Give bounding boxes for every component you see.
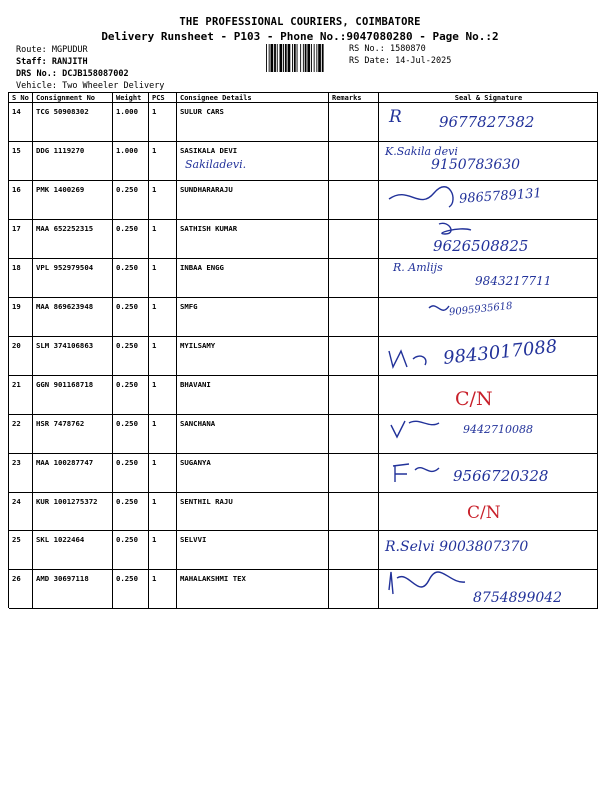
row-consignment-text: TCG 50908302 bbox=[36, 107, 89, 116]
row-signature bbox=[379, 220, 598, 259]
col-header-remarks: Remarks bbox=[329, 93, 379, 103]
row-sno bbox=[9, 570, 33, 609]
row-sno bbox=[9, 493, 33, 532]
row-consignment bbox=[33, 415, 113, 454]
route-value: MGPUDUR bbox=[51, 45, 88, 55]
row-pcs-text: 1 bbox=[152, 145, 157, 155]
row-consignment-text: HSR 7478762 bbox=[36, 418, 85, 428]
row-sno-text: 16 bbox=[12, 184, 21, 194]
row-consignee-text: INBAA ENGG bbox=[180, 262, 224, 272]
runsheet-table bbox=[8, 92, 598, 608]
row-sno bbox=[9, 298, 33, 337]
row-weight bbox=[113, 259, 149, 298]
row-pcs bbox=[149, 415, 177, 454]
row-pcs-text: 1 bbox=[152, 418, 157, 428]
row-consignee-text: SELVVI bbox=[180, 535, 207, 545]
handwritten-signature: 9626508825 bbox=[433, 236, 529, 255]
row-consignee-text: SUGANYA bbox=[180, 457, 211, 467]
row-weight-text: 1.000 bbox=[116, 145, 138, 155]
row-remarks bbox=[329, 493, 379, 532]
row-consignment-text: KUR 1001275372 bbox=[36, 496, 98, 506]
row-consignment-text: VPL 952979504 bbox=[36, 262, 94, 272]
row-consignee-text: SENTHIL RAJU bbox=[180, 496, 233, 506]
row-pcs bbox=[149, 181, 177, 220]
col-header-signature: Seal & Signature bbox=[379, 93, 598, 103]
row-signature bbox=[379, 376, 598, 415]
rs-date-line bbox=[349, 56, 451, 66]
row-consignment-text: MAA 869623948 bbox=[36, 301, 94, 311]
row-consignee bbox=[177, 142, 329, 181]
row-consignment-text: PMK 1400269 bbox=[36, 184, 85, 194]
row-consignment-text: SKL 1022464 bbox=[36, 535, 85, 545]
row-sno-text: 20 bbox=[12, 340, 21, 350]
row-consignee-text: SULUR CARS bbox=[180, 107, 224, 116]
row-weight-text: 0.250 bbox=[116, 184, 138, 194]
row-consignee-text: BHAVANI bbox=[180, 379, 211, 389]
handwritten-signature: 9442710088 bbox=[463, 422, 533, 436]
consignee-handwritten-note: Sakiladevi. bbox=[185, 157, 247, 171]
col-header-consignee: Consignee Details bbox=[177, 93, 329, 103]
handwritten-signature: 8754899042 bbox=[473, 590, 563, 607]
row-sno-text: 18 bbox=[12, 262, 21, 272]
signature-scribble-icon bbox=[379, 570, 499, 606]
row-consignee bbox=[177, 337, 329, 376]
row-pcs bbox=[149, 103, 177, 142]
rs-no-line bbox=[349, 44, 426, 54]
row-weight-text: 0.250 bbox=[116, 262, 138, 272]
row-pcs-text: 1 bbox=[152, 184, 157, 194]
handwritten-signature: C/N bbox=[455, 387, 493, 410]
handwritten-signature: 9843017088 bbox=[442, 335, 559, 369]
row-remarks bbox=[329, 454, 379, 493]
row-consignee-text: SASIKALA DEVI bbox=[180, 145, 238, 155]
row-consignment-text: SLM 374106863 bbox=[36, 340, 94, 350]
row-signature bbox=[379, 531, 598, 570]
row-sno bbox=[9, 181, 33, 220]
route-label: Route: bbox=[16, 45, 47, 55]
row-pcs-text: 1 bbox=[152, 535, 157, 545]
row-remarks bbox=[329, 531, 379, 570]
row-weight bbox=[113, 531, 149, 570]
col-header-weight: Weight bbox=[113, 93, 149, 103]
row-consignee bbox=[177, 298, 329, 337]
row-consignee bbox=[177, 570, 329, 609]
staff-label: Staff: bbox=[16, 57, 47, 67]
row-weight bbox=[113, 103, 149, 142]
row-sno-text: 26 bbox=[12, 574, 21, 584]
row-sno-text: 21 bbox=[12, 379, 21, 389]
row-remarks bbox=[329, 570, 379, 609]
handwritten-signature: 9865789131 bbox=[458, 186, 543, 207]
document-title: THE PROFESSIONAL COURIERS, COIMBATORE bbox=[179, 16, 421, 28]
signature-scribble-icon bbox=[379, 181, 499, 217]
row-signature bbox=[379, 181, 598, 220]
row-sno bbox=[9, 220, 33, 259]
row-sno-text: 17 bbox=[12, 223, 21, 233]
row-consignee-text: SATHISH KUMAR bbox=[180, 223, 238, 233]
row-sno-text: 15 bbox=[12, 145, 21, 155]
row-sno-text: 24 bbox=[12, 496, 21, 506]
row-sno bbox=[9, 531, 33, 570]
row-pcs-text: 1 bbox=[152, 107, 157, 116]
row-consignee-text: SUNDHARARAJU bbox=[180, 184, 233, 194]
row-signature bbox=[379, 493, 598, 532]
row-signature bbox=[379, 337, 598, 376]
row-weight-text: 0.250 bbox=[116, 379, 138, 389]
row-consignment bbox=[33, 570, 113, 609]
vehicle-line bbox=[16, 81, 164, 91]
row-consignee bbox=[177, 493, 329, 532]
row-weight bbox=[113, 570, 149, 609]
row-signature bbox=[379, 570, 598, 609]
barcode-icon bbox=[266, 44, 344, 72]
col-header-sno: S No bbox=[9, 93, 33, 103]
row-weight-text: 1.000 bbox=[116, 107, 138, 116]
row-weight bbox=[113, 415, 149, 454]
row-weight-text: 0.250 bbox=[116, 457, 138, 467]
row-sno bbox=[9, 259, 33, 298]
signature-scribble-icon bbox=[379, 337, 499, 373]
row-weight bbox=[113, 298, 149, 337]
rs-date-label: RS Date: bbox=[349, 56, 390, 66]
row-pcs bbox=[149, 493, 177, 532]
row-weight-text: 0.250 bbox=[116, 535, 138, 545]
row-consignment bbox=[33, 103, 113, 142]
row-pcs-text: 1 bbox=[152, 379, 157, 389]
row-pcs bbox=[149, 220, 177, 259]
row-weight bbox=[113, 493, 149, 532]
row-consignee bbox=[177, 103, 329, 142]
row-sno bbox=[9, 415, 33, 454]
row-consignee bbox=[177, 454, 329, 493]
row-consignee-text: SANCHANA bbox=[180, 418, 216, 428]
row-pcs-text: 1 bbox=[152, 223, 157, 233]
vehicle-value: Two Wheeler Delivery bbox=[62, 81, 165, 91]
row-remarks bbox=[329, 259, 379, 298]
row-pcs bbox=[149, 259, 177, 298]
handwritten-signature: R. Amlijs bbox=[393, 260, 443, 274]
row-signature bbox=[379, 454, 598, 493]
row-signature bbox=[379, 103, 598, 142]
row-sno-text: 25 bbox=[12, 535, 21, 545]
row-consignee bbox=[177, 415, 329, 454]
row-pcs bbox=[149, 298, 177, 337]
row-pcs bbox=[149, 142, 177, 181]
handwritten-signature: 9095935618 bbox=[448, 300, 514, 319]
row-pcs bbox=[149, 531, 177, 570]
row-signature bbox=[379, 298, 598, 337]
runsheet-subtitle: Delivery Runsheet - P103 - Phone No.:9047080280 - Page No.:2 bbox=[101, 30, 499, 43]
row-consignment bbox=[33, 493, 113, 532]
row-remarks bbox=[329, 142, 379, 181]
row-weight-text: 0.250 bbox=[116, 574, 138, 584]
row-pcs bbox=[149, 337, 177, 376]
row-pcs-text: 1 bbox=[152, 574, 157, 584]
row-consignment bbox=[33, 337, 113, 376]
handwritten-signature: R bbox=[389, 107, 402, 127]
row-sno bbox=[9, 142, 33, 181]
drs-value: DCJB158087002 bbox=[62, 69, 129, 79]
row-signature bbox=[379, 415, 598, 454]
row-consignment-text: AMD 30697118 bbox=[36, 574, 89, 584]
handwritten-signature: 9566720328 bbox=[453, 466, 549, 485]
row-weight-text: 0.250 bbox=[116, 496, 138, 506]
row-consignment-text: DDG 1119270 bbox=[36, 145, 85, 155]
row-consignee-text: SMFG bbox=[180, 301, 198, 311]
row-consignee bbox=[177, 220, 329, 259]
row-remarks bbox=[329, 337, 379, 376]
row-weight bbox=[113, 181, 149, 220]
row-weight-text: 0.250 bbox=[116, 340, 138, 350]
row-pcs-text: 1 bbox=[152, 457, 157, 467]
signature-scribble-icon bbox=[379, 298, 499, 334]
row-weight-text: 0.250 bbox=[116, 223, 138, 233]
row-consignee bbox=[177, 181, 329, 220]
row-sno bbox=[9, 103, 33, 142]
row-consignment-text: MAA 652252315 bbox=[36, 223, 94, 233]
row-consignee-text: MAHALAKSHMI TEX bbox=[180, 574, 246, 584]
handwritten-signature: 9843217711 bbox=[475, 273, 552, 288]
row-remarks bbox=[329, 181, 379, 220]
row-consignee bbox=[177, 376, 329, 415]
row-weight-text: 0.250 bbox=[116, 418, 138, 428]
row-sno-text: 22 bbox=[12, 418, 21, 428]
row-pcs-text: 1 bbox=[152, 301, 157, 311]
row-pcs-text: 1 bbox=[152, 496, 157, 506]
row-sno-text: 14 bbox=[12, 107, 21, 116]
row-weight bbox=[113, 454, 149, 493]
col-header-pcs: PCS bbox=[149, 93, 177, 103]
staff-line bbox=[16, 57, 88, 67]
handwritten-signature: K.Sakila devi bbox=[385, 144, 458, 158]
drs-line bbox=[16, 69, 129, 79]
row-pcs bbox=[149, 454, 177, 493]
row-consignment-text: GGN 901168718 bbox=[36, 379, 94, 389]
vehicle-label: Vehicle: bbox=[16, 81, 57, 91]
row-remarks bbox=[329, 376, 379, 415]
signature-scribble-icon bbox=[379, 220, 499, 256]
handwritten-signature: C/N bbox=[467, 502, 501, 523]
rs-no-value: 1580870 bbox=[389, 44, 426, 54]
staff-value: RANJITH bbox=[51, 57, 88, 67]
row-weight bbox=[113, 220, 149, 259]
row-sno-text: 23 bbox=[12, 457, 21, 467]
signature-scribble-icon bbox=[379, 415, 499, 451]
row-sno bbox=[9, 454, 33, 493]
row-pcs bbox=[149, 376, 177, 415]
row-signature bbox=[379, 259, 598, 298]
row-weight bbox=[113, 337, 149, 376]
handwritten-signature: 9150783630 bbox=[431, 156, 521, 173]
row-weight bbox=[113, 376, 149, 415]
signature-scribble-icon bbox=[379, 454, 499, 490]
row-weight-text: 0.250 bbox=[116, 301, 138, 311]
drs-label: DRS No.: bbox=[16, 69, 57, 79]
row-sno bbox=[9, 376, 33, 415]
row-remarks bbox=[329, 220, 379, 259]
row-consignee bbox=[177, 259, 329, 298]
row-consignment bbox=[33, 531, 113, 570]
row-pcs bbox=[149, 570, 177, 609]
row-consignment bbox=[33, 298, 113, 337]
row-consignment bbox=[33, 454, 113, 493]
row-remarks bbox=[329, 298, 379, 337]
row-consignee-text: MYILSAMY bbox=[180, 340, 216, 350]
row-consignee bbox=[177, 531, 329, 570]
row-consignment-text: MAA 100287747 bbox=[36, 457, 94, 467]
row-weight bbox=[113, 142, 149, 181]
row-remarks bbox=[329, 415, 379, 454]
handwritten-signature: 9677827382 bbox=[439, 113, 535, 131]
row-consignment bbox=[33, 142, 113, 181]
row-remarks bbox=[329, 103, 379, 142]
row-consignment bbox=[33, 376, 113, 415]
row-pcs-text: 1 bbox=[152, 262, 157, 272]
row-consignment bbox=[33, 181, 113, 220]
row-signature bbox=[379, 142, 598, 181]
row-sno bbox=[9, 337, 33, 376]
rs-date-value: 14-Jul-2025 bbox=[395, 56, 452, 66]
rs-no-label: RS No.: bbox=[349, 44, 385, 54]
route-line bbox=[16, 45, 88, 55]
row-pcs-text: 1 bbox=[152, 340, 157, 350]
row-sno-text: 19 bbox=[12, 301, 21, 311]
row-consignment bbox=[33, 220, 113, 259]
col-header-consignment: Consignment No bbox=[33, 93, 113, 103]
handwritten-signature: R.Selvi 9003807370 bbox=[385, 539, 529, 556]
row-consignment bbox=[33, 259, 113, 298]
